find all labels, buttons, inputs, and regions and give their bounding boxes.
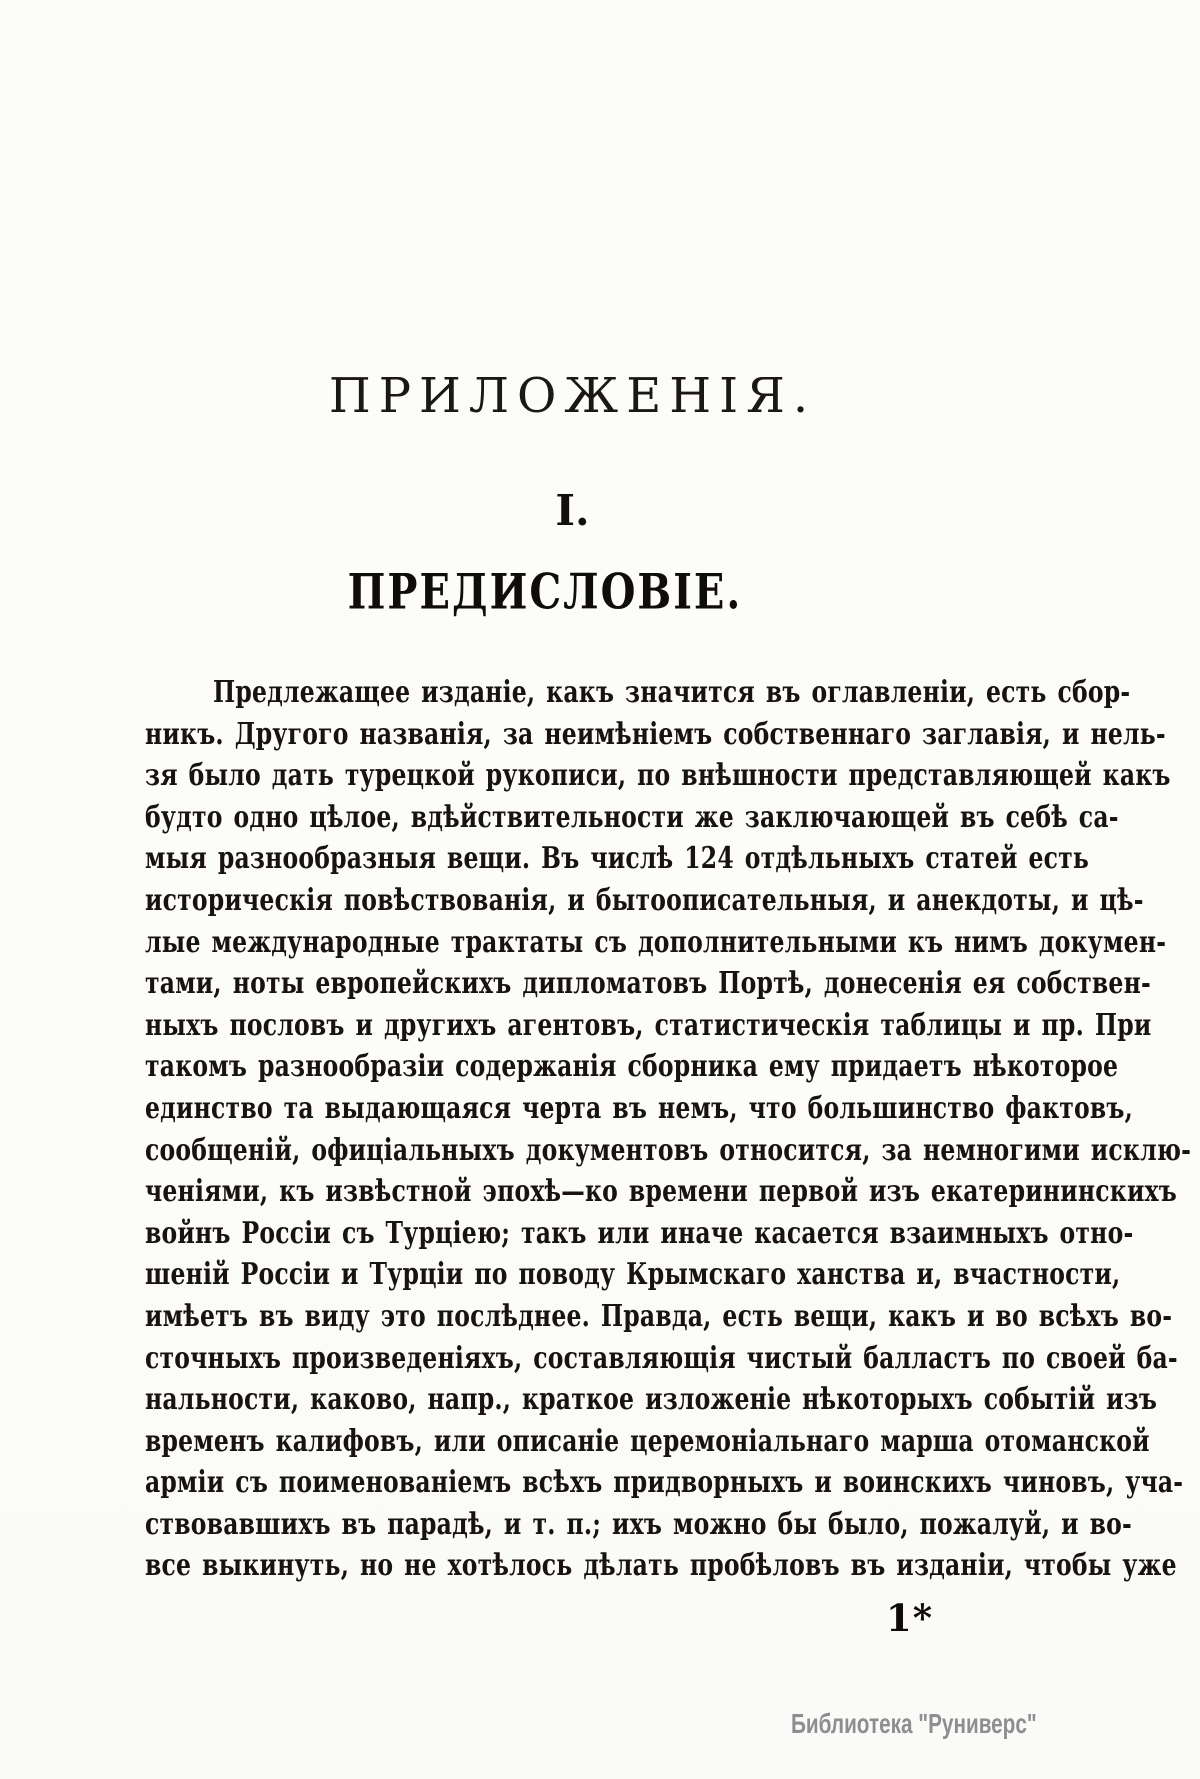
body-line: шеній Россіи и Турціи по поводу Крымскаго ханства и, вчастности, [145,1256,1121,1293]
body-line: лые международные трактаты съ дополнительными къ нимъ докумен- [145,923,1167,960]
body-line: мыя разнообразныя вещи. Въ числѣ 124 отдѣльныхъ статей есть [145,840,1090,877]
body-line: единство та выдающаяся черта въ немъ, что большинство фактовъ, [145,1089,1134,1126]
section-number: I. [555,486,590,535]
body-line: ствовавшихъ въ парадѣ, и т. п.; ихъ можно бы было, пожалуй, и во- [145,1505,1132,1542]
body-line: все выкинуть, но не хотѣлось дѣлать пробѣловъ въ изданіи, чтобы уже [145,1547,1177,1584]
chapter-heading: ПРЕДИСЛОВІЕ. [347,563,743,621]
body-line: имѣетъ въ виду это послѣднее. Правда, есть вещи, какъ и во всѣхъ во- [145,1297,1173,1334]
body-line: сточныхъ произведеніяхъ, составляющія чистый балластъ по своей ба- [145,1339,1178,1376]
body-line: будто одно цѣлое, вдѣйствительности же заключающей въ себѣ са- [145,798,1119,835]
body-line: временъ калифовъ, или описаніе церемоніальнаго марша отоманской [145,1422,1150,1459]
body-line: ченіями, къ извѣстной эпохѣ—ко времени первой изъ екатерининскихъ [145,1172,1178,1209]
body-line: такомъ разнообразіи содержанія сборника ему придаетъ нѣкоторое [145,1048,1119,1085]
body-line: Предлежащее изданіе, какъ значится въ оглавленіи, есть сбор- [213,673,1131,710]
body-line: арміи съ поименованіемъ всѣхъ придворныхъ и воинскихъ чиновъ, уча- [145,1464,1184,1500]
body-line: историческія повѣствованія, и бытоописательныя, и анекдоты, и цѣ- [145,881,1144,918]
body-line: сообщеній, офиціальныхъ документовъ относится, за немногими исклю- [145,1131,1192,1168]
body-line: нальности, каково, напр., краткое изложеніе нѣкоторыхъ событій изъ [145,1380,1158,1417]
body-line: ныхъ пословъ и другихъ агентовъ, статистическія таблицы и пр. При [145,1006,1152,1043]
body-line: войнъ Россіи съ Турціею; такъ или иначе касается взаимныхъ отно- [145,1214,1134,1251]
signature-mark: 1* [886,1596,934,1640]
library-watermark: Библиотека "Руниверс" [791,1708,1037,1739]
body-line: никъ. Другого названія, за неимѣніемъ собственнаго заглавія, и нель- [145,715,1166,752]
body-line: тами, ноты европейскихъ дипломатовъ Портѣ, донесенія ея собствен- [145,965,1151,1001]
body-text-block [145,672,1192,1587]
body-line: зя было дать турецкой рукописи, по внѣшности представляющей какъ [145,757,1171,793]
page-title: ПРИЛОЖЕНІЯ. [328,368,817,424]
